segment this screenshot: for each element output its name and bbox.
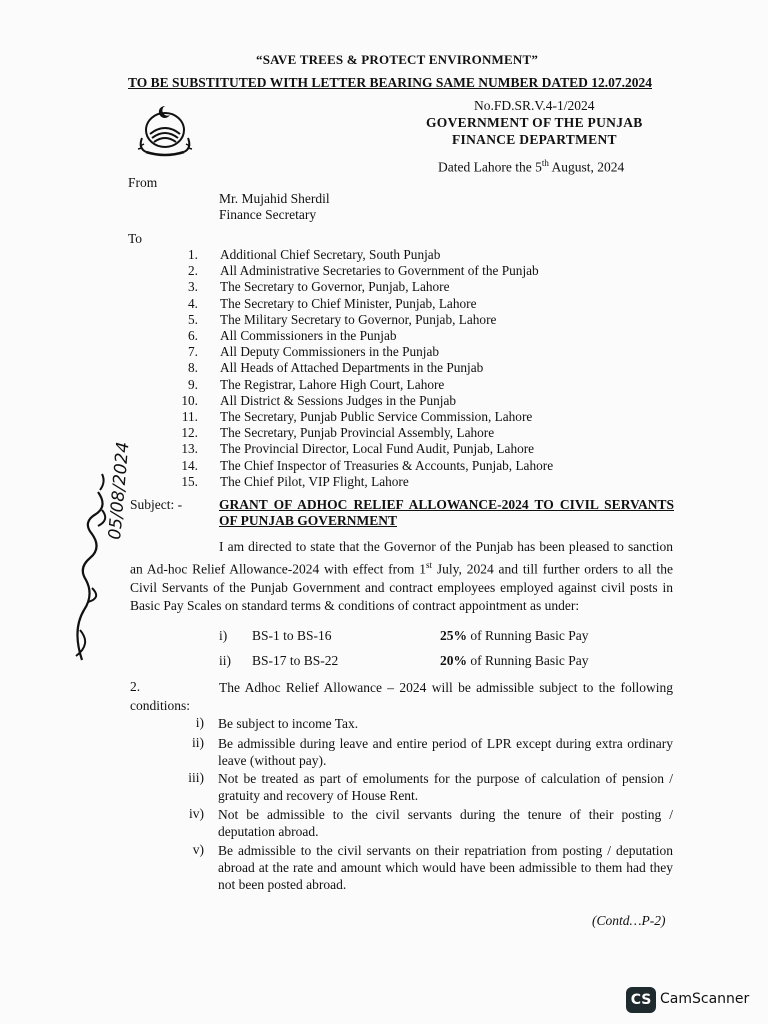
paragraph-2-number: 2.	[130, 679, 141, 694]
condition-text: Be subject to income Tax.	[218, 716, 359, 731]
rate-number: i)	[219, 628, 228, 643]
recipient-number: 5.	[188, 311, 198, 327]
from-label: From	[128, 175, 158, 190]
recipient-number: 3.	[188, 279, 198, 295]
recipient-number: 10.	[181, 392, 198, 408]
recipient-text: All Commissioners in the Punjab	[220, 328, 397, 343]
condition-number: iv)	[189, 806, 204, 821]
para1-sup: st	[426, 560, 433, 570]
recipient-text: All Administrative Secretaries to Government of the Punjab	[220, 263, 539, 279]
condition-number: v)	[192, 842, 204, 857]
rate-pay-scale: BS-1 to BS-16	[252, 628, 332, 643]
date-suffix: August, 2024	[548, 159, 625, 175]
camscanner-label: CamScanner	[660, 991, 750, 1007]
recipient-text: Additional Chief Secretary, South Punjab	[220, 247, 441, 262]
recipient-text: The Military Secretary to Governor, Punjab, Lahore	[220, 311, 497, 327]
condition-text: Be admissible to the civil servants on their repatriation from posting / deputation abroad at the rate and amount which would have been admissible to them had they not been posted abroad.	[218, 843, 673, 892]
recipient-number: 4.	[188, 295, 198, 311]
rate-description: of Running Basic Pay	[467, 628, 589, 643]
sender-title: Finance Secretary	[219, 207, 317, 222]
recipient-number: 12.	[181, 425, 198, 441]
government-title: GOVERNMENT OF THE PUNJAB	[426, 115, 643, 130]
subject-label: Subject: -	[130, 497, 183, 512]
date-line	[438, 158, 624, 176]
recipient-text: The Registrar, Lahore High Court, Lahore	[220, 376, 445, 392]
to-label: To	[128, 231, 143, 246]
recipient-text: The Secretary, Punjab Public Service Commission, Lahore	[220, 409, 533, 424]
recipient-text: The Chief Pilot, VIP Flight, Lahore	[220, 473, 409, 489]
rate-value	[440, 628, 589, 644]
recipient-number: 7.	[188, 344, 198, 360]
recipient-text: All Deputy Commissioners in the Punjab	[220, 344, 440, 360]
substitution-note: TO BE SUBSTITUTED WITH LETTER BEARING SAME NUMBER DATED 12.07.2024	[128, 75, 652, 90]
recipient-number: 9.	[188, 376, 198, 392]
signature-date: 05/08/2024	[105, 441, 134, 541]
save-trees-banner: “SAVE TREES & PROTECT ENVIRONMENT”	[256, 52, 539, 67]
recipient-text: All Heads of Attached Departments in the Punjab	[220, 360, 484, 376]
condition-text: Be admissible during leave and entire period of LPR except during extra ordinary leave (without pay).	[218, 736, 673, 768]
recipient-number: 2.	[188, 263, 198, 279]
date-prefix: Dated Lahore the 5	[438, 159, 542, 175]
department-title: FINANCE DEPARTMENT	[452, 132, 617, 147]
recipient-text: The Secretary to Governor, Punjab, Lahore	[220, 279, 450, 295]
condition-number: iii)	[188, 770, 204, 785]
letter-number: No.FD.SR.V.4-1/2024	[474, 98, 595, 113]
rate-number: ii)	[219, 653, 231, 668]
punjab-government-seal-icon	[132, 98, 198, 158]
paragraph-1	[130, 538, 673, 615]
recipient-text: The Secretary to Chief Minister, Punjab, Lahore	[220, 295, 477, 311]
paragraph-2: The Adhoc Relief Allowance – 2024 will be admissible subject to the following conditions:	[130, 680, 673, 713]
recipient-number: 6.	[188, 328, 198, 343]
condition-number: i)	[195, 715, 204, 730]
condition-number: ii)	[192, 735, 204, 750]
recipient-text: The Secretary, Punjab Provincial Assembly, Lahore	[220, 425, 495, 441]
recipient-text: The Provincial Director, Local Fund Audit, Punjab, Lahore	[220, 441, 535, 457]
recipient-number: 8.	[188, 360, 198, 376]
camscanner-logo-icon: CS	[626, 987, 656, 1013]
recipient-text: The Chief Inspector of Treasuries & Accounts, Punjab, Lahore	[220, 457, 554, 473]
para1-part-a: I am directed to state that the Governor of the Punjab has been pleased to sanction an Ad-hoc Relief Allowance-2024 with effect from 1	[130, 539, 673, 577]
rate-pay-scale: BS-17 to BS-22	[252, 653, 339, 668]
sender-name: Mr. Mujahid Sherdil	[219, 191, 330, 206]
rate-description: of Running Basic Pay	[467, 653, 589, 668]
recipient-number: 14.	[181, 457, 198, 473]
date-sup: th	[541, 158, 549, 168]
recipient-number: 11.	[181, 409, 198, 424]
para1-part-b: July, 2024 and till further orders to all the Civil Servants of the Punjab Government and contract employees employed against civil posts in Basic Pay Scales on standard terms & conditions of contract appointment as under:	[130, 561, 673, 613]
condition-text: Not be admissible to the civil servants during the tenure of their posting / deputation abroad.	[218, 807, 673, 839]
recipient-number: 1.	[188, 247, 198, 262]
rate-percent: 20%	[440, 653, 467, 668]
rate-percent: 25%	[440, 628, 467, 643]
recipient-text: All District & Sessions Judges in the Punjab	[220, 392, 457, 408]
recipient-number: 15.	[181, 473, 198, 489]
subject-text: GRANT OF ADHOC RELIEF ALLOWANCE-2024 TO CIVIL SERVANTS OF PUNJAB GOVERNMENT	[219, 497, 674, 528]
rate-value	[440, 653, 589, 669]
condition-text: Not be treated as part of emoluments for the purpose of calculation of pension / gratuity and recovery of House Rent.	[218, 771, 673, 803]
continued-note: (Contd…P-2)	[592, 913, 666, 928]
recipient-number: 13.	[181, 441, 198, 457]
